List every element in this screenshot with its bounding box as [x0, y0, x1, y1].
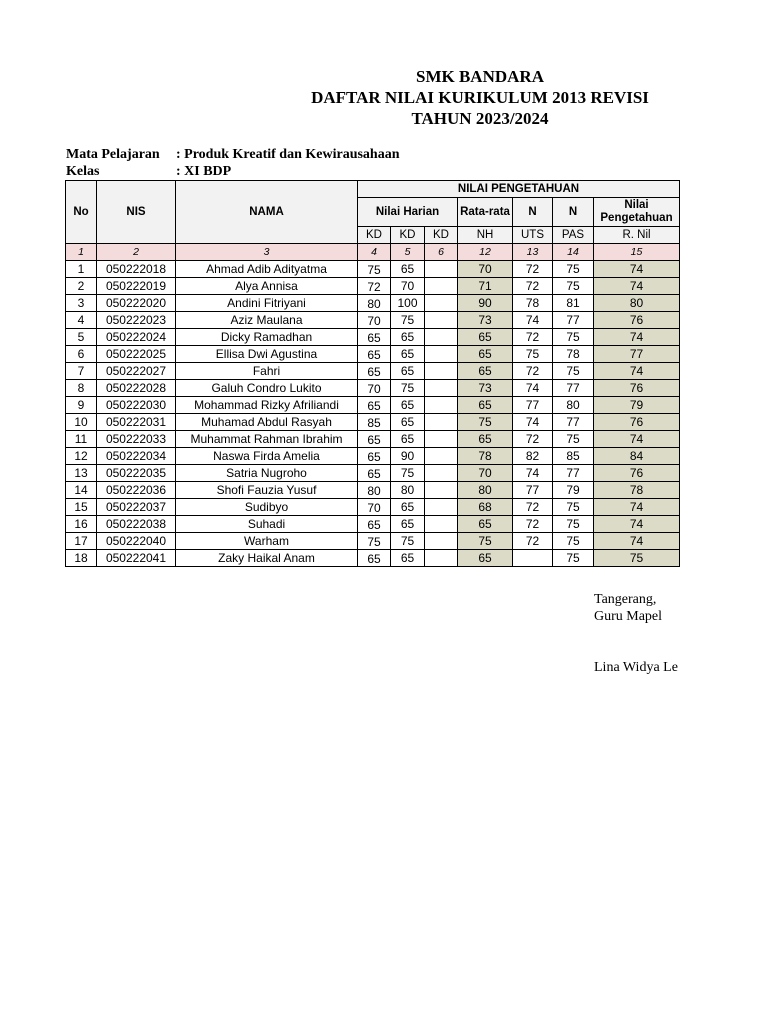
column-number-cell: 15 — [594, 244, 680, 261]
cell-nh: 68 — [458, 499, 513, 516]
cell-kd2: 75 — [391, 465, 425, 482]
cell-kd2: 65 — [391, 397, 425, 414]
cell-pas: 77 — [553, 380, 594, 397]
cell-kd3 — [425, 346, 458, 363]
cell-kd2: 90 — [391, 448, 425, 465]
column-number-cell: 13 — [513, 244, 553, 261]
cell-no: 3 — [66, 295, 97, 312]
cell-pas: 78 — [553, 346, 594, 363]
cell-uts: 72 — [513, 329, 553, 346]
document-title: DAFTAR NILAI KURIKULUM 2013 REVISI — [311, 88, 649, 107]
cell-kd2: 65 — [391, 329, 425, 346]
cell-nh: 71 — [458, 278, 513, 295]
cell-nama: Naswa Firda Amelia — [176, 448, 358, 465]
table-row — [66, 312, 680, 329]
cell-no: 18 — [66, 550, 97, 567]
cell-kd3 — [425, 397, 458, 414]
cell-kd1: 65 — [358, 431, 391, 448]
cell-nis: 050222034 — [97, 448, 176, 465]
cell-nil: 75 — [594, 550, 680, 567]
cell-kd2: 75 — [391, 312, 425, 329]
cell-kd2: 65 — [391, 363, 425, 380]
cell-kd1: 70 — [358, 312, 391, 329]
column-number-cell: 5 — [391, 244, 425, 261]
column-number-cell: 12 — [458, 244, 513, 261]
cell-uts: 72 — [513, 363, 553, 380]
header-nis: NIS — [97, 181, 176, 244]
class-line — [66, 164, 231, 180]
cell-uts: 77 — [513, 482, 553, 499]
cell-uts: 74 — [513, 312, 553, 329]
cell-kd2: 65 — [391, 261, 425, 278]
cell-kd2: 70 — [391, 278, 425, 295]
table-row — [66, 363, 680, 380]
cell-nh: 73 — [458, 380, 513, 397]
table-row — [66, 261, 680, 278]
table-row — [66, 465, 680, 482]
cell-nh: 75 — [458, 414, 513, 431]
cell-pas: 77 — [553, 312, 594, 329]
cell-kd3 — [425, 533, 458, 550]
subheader-cell: PAS — [553, 227, 594, 244]
cell-pas: 75 — [553, 550, 594, 567]
cell-kd3 — [425, 550, 458, 567]
cell-uts: 72 — [513, 431, 553, 448]
table-row — [66, 295, 680, 312]
subject-line — [66, 147, 400, 163]
table-row — [66, 329, 680, 346]
cell-kd1: 75 — [358, 261, 391, 278]
cell-kd2: 65 — [391, 550, 425, 567]
header-n-pas: N — [553, 198, 594, 227]
subheader-cell: R. Nil — [594, 227, 680, 244]
cell-nis: 050222035 — [97, 465, 176, 482]
cell-pas: 79 — [553, 482, 594, 499]
table-row — [66, 482, 680, 499]
cell-nama: Muhamad Abdul Rasyah — [176, 414, 358, 431]
cell-kd3 — [425, 295, 458, 312]
cell-kd3 — [425, 363, 458, 380]
cell-pas: 85 — [553, 448, 594, 465]
cell-uts: 78 — [513, 295, 553, 312]
cell-nis: 050222031 — [97, 414, 176, 431]
column-number-cell: 14 — [553, 244, 594, 261]
cell-kd3 — [425, 516, 458, 533]
table-row — [66, 516, 680, 533]
cell-nama: Sudibyo — [176, 499, 358, 516]
cell-no: 9 — [66, 397, 97, 414]
cell-pas: 77 — [553, 414, 594, 431]
header-no: No — [66, 181, 97, 244]
cell-kd2: 65 — [391, 431, 425, 448]
cell-uts: 72 — [513, 261, 553, 278]
cell-no: 13 — [66, 465, 97, 482]
cell-nh: 65 — [458, 329, 513, 346]
cell-kd1: 65 — [358, 363, 391, 380]
footer-teacher: Lina Widya Le — [594, 660, 678, 675]
cell-no: 2 — [66, 278, 97, 295]
cell-kd3 — [425, 414, 458, 431]
cell-nama: Shofi Fauzia Yusuf — [176, 482, 358, 499]
cell-kd1: 65 — [358, 329, 391, 346]
cell-nis: 050222037 — [97, 499, 176, 516]
subheader-cell: KD — [425, 227, 458, 244]
cell-pas: 77 — [553, 465, 594, 482]
cell-pas: 75 — [553, 431, 594, 448]
footer-role: Guru Mapel — [594, 609, 663, 624]
cell-kd2: 75 — [391, 380, 425, 397]
header-n-uts: N — [513, 198, 553, 227]
cell-uts: 82 — [513, 448, 553, 465]
cell-kd1: 80 — [358, 482, 391, 499]
cell-kd1: 65 — [358, 448, 391, 465]
cell-nis: 050222024 — [97, 329, 176, 346]
cell-no: 14 — [66, 482, 97, 499]
table-row — [66, 448, 680, 465]
cell-kd1: 70 — [358, 499, 391, 516]
subheader-cell: NH — [458, 227, 513, 244]
cell-nh: 73 — [458, 312, 513, 329]
cell-nh: 65 — [458, 431, 513, 448]
cell-nis: 050222033 — [97, 431, 176, 448]
cell-nil: 74 — [594, 329, 680, 346]
cell-no: 12 — [66, 448, 97, 465]
cell-nama: Galuh Condro Lukito — [176, 380, 358, 397]
cell-nis: 050222023 — [97, 312, 176, 329]
cell-nh: 65 — [458, 397, 513, 414]
column-number-cell: 1 — [66, 244, 97, 261]
subheader-cell: UTS — [513, 227, 553, 244]
cell-nil: 74 — [594, 363, 680, 380]
cell-nil: 84 — [594, 448, 680, 465]
cell-kd2: 75 — [391, 533, 425, 550]
cell-uts: 72 — [513, 533, 553, 550]
cell-kd1: 75 — [358, 533, 391, 550]
cell-uts: 74 — [513, 414, 553, 431]
cell-kd3 — [425, 329, 458, 346]
cell-nil: 78 — [594, 482, 680, 499]
cell-nis: 050222038 — [97, 516, 176, 533]
cell-pas: 75 — [553, 329, 594, 346]
cell-kd3 — [425, 499, 458, 516]
cell-nis: 050222028 — [97, 380, 176, 397]
class-label: Kelas — [66, 164, 100, 179]
cell-nama: Suhadi — [176, 516, 358, 533]
header-nilai-pengetahuan: NILAI PENGETAHUAN — [358, 181, 680, 198]
cell-uts: 77 — [513, 397, 553, 414]
table-row — [66, 346, 680, 363]
cell-kd3 — [425, 261, 458, 278]
cell-uts: 72 — [513, 278, 553, 295]
cell-nis: 050222025 — [97, 346, 176, 363]
table-row — [66, 278, 680, 295]
cell-kd2: 65 — [391, 346, 425, 363]
header-nilai-harian: Nilai Harian — [358, 198, 458, 227]
cell-nh: 70 — [458, 465, 513, 482]
cell-kd1: 80 — [358, 295, 391, 312]
cell-nh: 65 — [458, 516, 513, 533]
cell-nis: 050222041 — [97, 550, 176, 567]
subheader-cell: KD — [391, 227, 425, 244]
cell-kd1: 65 — [358, 465, 391, 482]
cell-uts: 74 — [513, 465, 553, 482]
cell-kd3 — [425, 278, 458, 295]
cell-nh: 78 — [458, 448, 513, 465]
cell-no: 16 — [66, 516, 97, 533]
cell-nis: 050222020 — [97, 295, 176, 312]
cell-nil: 80 — [594, 295, 680, 312]
cell-nil: 76 — [594, 414, 680, 431]
cell-no: 10 — [66, 414, 97, 431]
cell-nh: 65 — [458, 550, 513, 567]
table-row — [66, 431, 680, 448]
subheader-cell: KD — [358, 227, 391, 244]
cell-nil: 76 — [594, 380, 680, 397]
column-number-cell: 3 — [176, 244, 358, 261]
cell-kd3 — [425, 312, 458, 329]
cell-nama: Muhammat Rahman Ibrahim — [176, 431, 358, 448]
column-number-cell: 6 — [425, 244, 458, 261]
cell-uts — [513, 550, 553, 567]
header-rata-rata: Rata-rata — [458, 198, 513, 227]
cell-no: 6 — [66, 346, 97, 363]
cell-kd3 — [425, 482, 458, 499]
cell-nh: 90 — [458, 295, 513, 312]
cell-nama: Dicky Ramadhan — [176, 329, 358, 346]
cell-kd2: 80 — [391, 482, 425, 499]
cell-kd3 — [425, 465, 458, 482]
cell-kd2: 100 — [391, 295, 425, 312]
cell-no: 15 — [66, 499, 97, 516]
cell-nh: 80 — [458, 482, 513, 499]
cell-no: 11 — [66, 431, 97, 448]
table-row — [66, 397, 680, 414]
cell-nil: 74 — [594, 261, 680, 278]
cell-pas: 81 — [553, 295, 594, 312]
cell-pas: 75 — [553, 533, 594, 550]
cell-nh: 65 — [458, 346, 513, 363]
cell-nh: 65 — [458, 363, 513, 380]
cell-kd1: 72 — [358, 278, 391, 295]
cell-uts: 72 — [513, 516, 553, 533]
cell-nama: Alya Annisa — [176, 278, 358, 295]
cell-kd1: 65 — [358, 346, 391, 363]
cell-nama: Aziz Maulana — [176, 312, 358, 329]
cell-no: 7 — [66, 363, 97, 380]
cell-nama: Fahri — [176, 363, 358, 380]
cell-nama: Satria Nugroho — [176, 465, 358, 482]
header-nama: NAMA — [176, 181, 358, 244]
cell-kd1: 70 — [358, 380, 391, 397]
cell-uts: 72 — [513, 499, 553, 516]
cell-nil: 74 — [594, 431, 680, 448]
grades-table — [65, 180, 680, 567]
subject-label: Mata Pelajaran — [66, 147, 160, 162]
class-value: : XI BDP — [176, 164, 232, 179]
cell-nis: 050222019 — [97, 278, 176, 295]
column-number-cell: 2 — [97, 244, 176, 261]
cell-nama: Zaky Haikal Anam — [176, 550, 358, 567]
cell-pas: 75 — [553, 363, 594, 380]
cell-nil: 79 — [594, 397, 680, 414]
cell-no: 17 — [66, 533, 97, 550]
cell-nama: Andini Fitriyani — [176, 295, 358, 312]
cell-nis: 050222018 — [97, 261, 176, 278]
cell-nis: 050222036 — [97, 482, 176, 499]
cell-pas: 75 — [553, 516, 594, 533]
table-row — [66, 550, 680, 567]
cell-kd1: 65 — [358, 550, 391, 567]
cell-uts: 74 — [513, 380, 553, 397]
column-number-cell: 4 — [358, 244, 391, 261]
cell-pas: 75 — [553, 278, 594, 295]
cell-kd1: 65 — [358, 516, 391, 533]
cell-kd1: 85 — [358, 414, 391, 431]
footer-place: Tangerang, — [594, 592, 657, 607]
cell-nil: 77 — [594, 346, 680, 363]
cell-kd2: 65 — [391, 414, 425, 431]
cell-pas: 80 — [553, 397, 594, 414]
cell-kd2: 65 — [391, 499, 425, 516]
cell-nh: 75 — [458, 533, 513, 550]
table-row — [66, 414, 680, 431]
table-row — [66, 533, 680, 550]
cell-nh: 70 — [458, 261, 513, 278]
cell-no: 4 — [66, 312, 97, 329]
cell-nama: Ellisa Dwi Agustina — [176, 346, 358, 363]
cell-kd1: 65 — [358, 397, 391, 414]
cell-nil: 76 — [594, 465, 680, 482]
cell-kd3 — [425, 380, 458, 397]
cell-pas: 75 — [553, 499, 594, 516]
cell-uts: 75 — [513, 346, 553, 363]
cell-kd3 — [425, 431, 458, 448]
subject-value: : Produk Kreatif dan Kewirausahaan — [176, 147, 400, 162]
cell-nil: 74 — [594, 278, 680, 295]
cell-nis: 050222030 — [97, 397, 176, 414]
header-nilai-pengetahuan-col: Nilai Pengetahuan — [594, 198, 680, 227]
table-row — [66, 499, 680, 516]
cell-nama: Mohammad Rizky Afriliandi — [176, 397, 358, 414]
cell-nis: 050222040 — [97, 533, 176, 550]
table-row — [66, 380, 680, 397]
cell-kd3 — [425, 448, 458, 465]
cell-no: 1 — [66, 261, 97, 278]
cell-no: 5 — [66, 329, 97, 346]
cell-nama: Ahmad Adib Adityatma — [176, 261, 358, 278]
cell-nil: 74 — [594, 516, 680, 533]
cell-pas: 75 — [553, 261, 594, 278]
cell-nil: 74 — [594, 499, 680, 516]
cell-nama: Warham — [176, 533, 358, 550]
cell-nil: 76 — [594, 312, 680, 329]
cell-no: 8 — [66, 380, 97, 397]
cell-kd2: 65 — [391, 516, 425, 533]
academic-year: TAHUN 2023/2024 — [411, 109, 549, 128]
school-name: SMK BANDARA — [416, 67, 544, 86]
cell-nil: 74 — [594, 533, 680, 550]
cell-nis: 050222027 — [97, 363, 176, 380]
